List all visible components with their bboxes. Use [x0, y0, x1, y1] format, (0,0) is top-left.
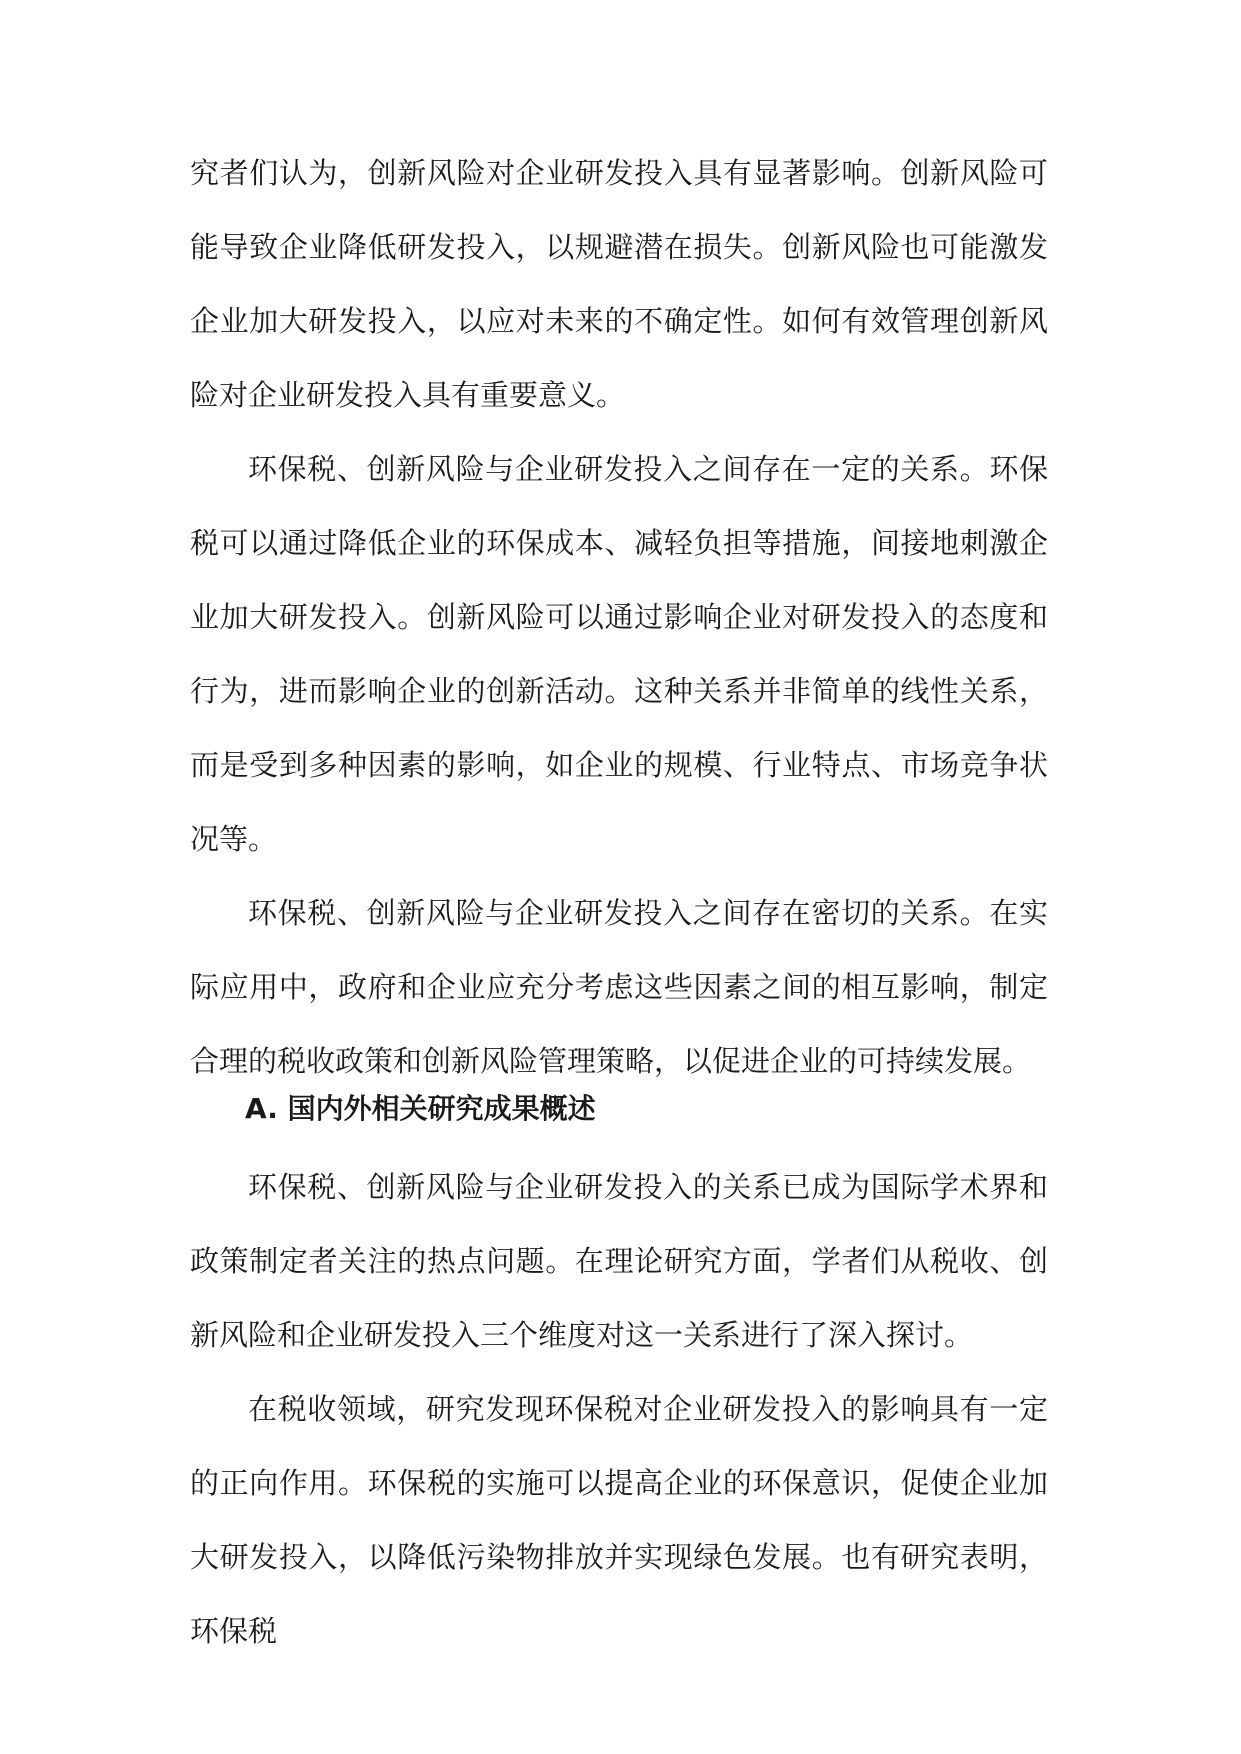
- paragraph: 环保税、创新风险与企业研发投入之间存在一定的关系。环保税可以通过降低企业的环保成本、减轻负担等措施，间接地刺激企业加大研发投入。创新风险可以通过影响企业对研发投入的态度和行为，进而影响企业的创新活动。这种关系并非简单的线性关系，而是受到多种因素的影响，如企业的规模、行业特点、市场竞争状况等。: [190, 452, 1048, 856]
- paragraph: 在税收领域，研究发现环保税对企业研发投入的影响具有一定的正向作用。环保税的实施可以提高企业的环保意识，促使企业加大研发投入，以降低污染物排放并实现绿色发展。也有研究表明，环保税: [190, 1392, 1048, 1648]
- section-heading-a: A. 国内外相关研究成果概述: [245, 1092, 596, 1125]
- paragraph: 环保税、创新风险与企业研发投入之间存在密切的关系。在实际应用中，政府和企业应充分考虑这些因素之间的相互影响，制定合理的税收政策和创新风险管理策略，以促进企业的可持续发展。: [190, 896, 1048, 1078]
- section-1-body: [190, 136, 1048, 1098]
- paragraph: 环保税、创新风险与企业研发投入的关系已成为国际学术界和政策制定者关注的热点问题。在理论研究方面，学者们从税收、创新风险和企业研发投入三个维度对这一关系进行了深入探讨。: [190, 1170, 1048, 1352]
- section-2-body: [190, 1150, 1048, 1668]
- paragraph-continued: 究者们认为，创新风险对企业研发投入具有显著影响。创新风险可能导致企业降低研发投入，以规避潜在损失。创新风险也可能激发企业加大研发投入，以应对未来的不确定性。如何有效管理创新风险对企业研发投入具有重要意义。: [190, 156, 1048, 412]
